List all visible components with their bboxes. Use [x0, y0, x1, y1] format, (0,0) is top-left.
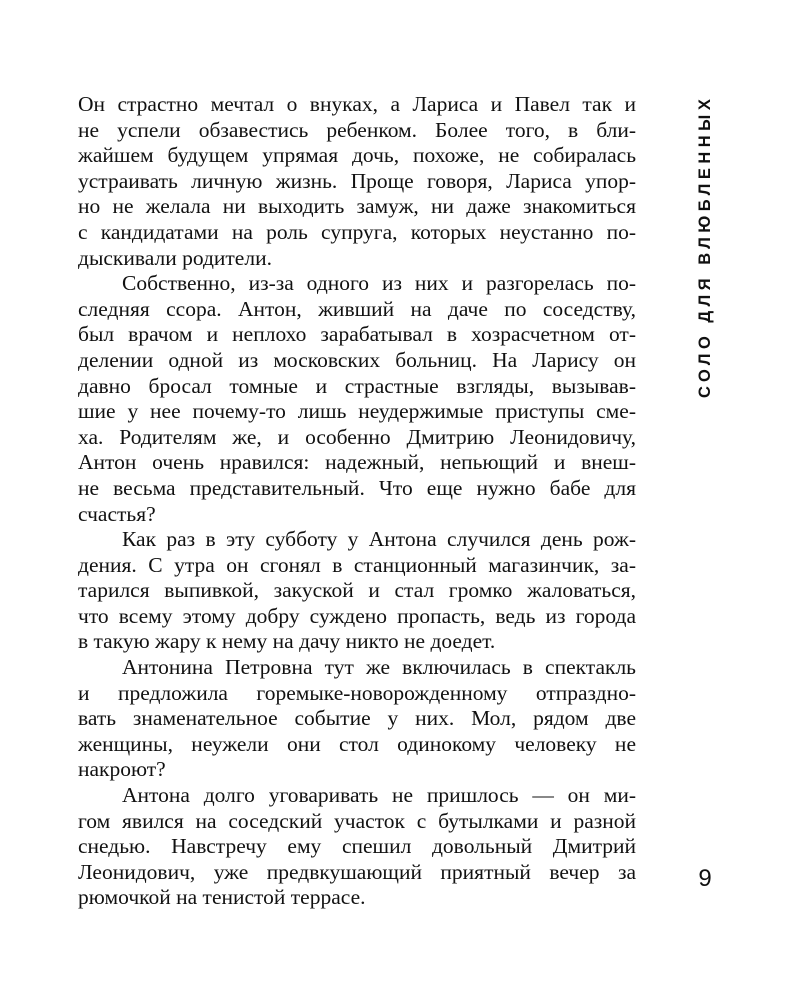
text-line: следняя ссора. Антон, живший на даче по соседству,	[78, 296, 636, 321]
text-line: Собственно, из-за одного из них и разгорелась по-	[122, 271, 636, 296]
running-head: СОЛО ДЛЯ ВЛЮБЛЕННЫХ	[696, 94, 714, 398]
text-line: с кандидатами на роль супруга, которых неустанно по-	[78, 219, 636, 244]
text-line: шие у нее почему-то лишь неудержимые приступы сме-	[78, 399, 636, 424]
paragraph	[78, 271, 636, 527]
text-line: дыскивали родители.	[78, 245, 272, 270]
text-line: Леонидович, уже предвкушающий приятный вечер за	[78, 859, 636, 884]
text-line: вать знаменательное событие у них. Мол, рядом две	[78, 706, 636, 731]
text-line: делении одной из московских больниц. На Ларису он	[78, 347, 636, 372]
text-line: ха. Родителям же, и особенно Дмитрию Леонидовичу,	[78, 424, 636, 449]
text-line: дения. С утра он сгонял в станционный магазинчик, за-	[78, 552, 636, 577]
text-line: гом явился на соседский участок с бутылками и разной	[78, 808, 636, 833]
paragraph	[78, 92, 636, 271]
text-line: накроют?	[78, 757, 166, 782]
text-line: счастья?	[78, 501, 156, 526]
text-line: снедью. Навстречу ему спешил довольный Дмитрий	[78, 834, 636, 859]
paragraph	[78, 783, 636, 911]
text-line: жайшем будущем упрямая дочь, похоже, не собиралась	[78, 143, 636, 168]
text-line: устраивать личную жизнь. Проще говоря, Лариса упор-	[78, 168, 636, 193]
text-line: Антон очень нравился: надежный, непьющий и внеш-	[78, 450, 636, 475]
paragraph	[78, 655, 636, 783]
text-line: не успели обзавестись ребенком. Более того, в бли-	[78, 117, 636, 142]
page-number: 9	[698, 865, 712, 892]
text-line: давно бросал томные и страстные взгляды, вызывав-	[78, 373, 636, 398]
text-line: Как раз в эту субботу у Антона случился день рож-	[122, 527, 636, 552]
text-line: что всему этому добру суждено пропасть, ведь из города	[78, 603, 636, 628]
text-line: женщины, неужели они стол одинокому человеку не	[78, 731, 636, 756]
paragraph	[78, 527, 636, 655]
text-line: в такую жару к нему на дачу никто не доедет.	[78, 629, 496, 654]
text-line: не весьма представительный. Что еще нужно бабе для	[78, 475, 636, 500]
text-line: Антонина Петровна тут же включилась в спектакль	[122, 655, 636, 680]
text-line: но не желала ни выходить замуж, ни даже знакомиться	[78, 194, 636, 219]
body-text	[78, 92, 636, 911]
text-line: рюмочкой на тенистой террасе.	[78, 885, 366, 910]
text-line: был врачом и неплохо зарабатывал в хозрасчетном от-	[78, 322, 636, 347]
text-line: Антона долго уговаривать не пришлось — он ми-	[122, 783, 636, 808]
text-line: Он страстно мечтал о внуках, а Лариса и Павел так и	[78, 92, 636, 116]
text-line: тарился выпивкой, закуской и стал громко жаловаться,	[78, 578, 636, 603]
text-line: и предложила горемыке-новорожденному отпраздно-	[78, 680, 636, 705]
